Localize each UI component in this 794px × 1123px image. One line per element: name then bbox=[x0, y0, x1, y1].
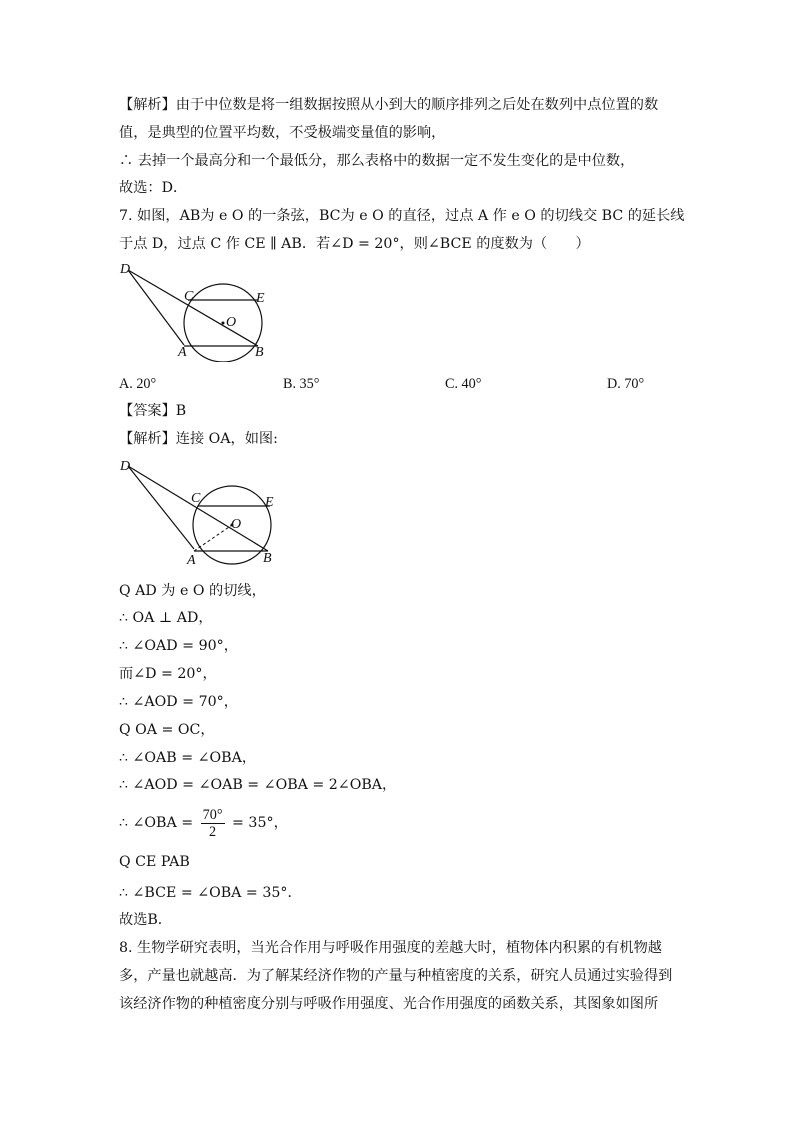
analysis-line-2: 值，是典型的位置平均数，不受极端变量值的影响， bbox=[119, 125, 446, 141]
solution-step-10: Q CE PAB bbox=[119, 854, 190, 870]
label-E: E bbox=[256, 291, 265, 306]
solution-step-9 bbox=[119, 806, 288, 840]
step-9-prefix: ∴ ∠OBA = bbox=[119, 815, 194, 831]
question-7-line-1: 7. 如图，AB为 e O 的一条弦，BC为 e O 的直径，过点 A 作 e O 的切线交 BC 的延长线 bbox=[119, 208, 685, 224]
step-9-suffix: = 35°， bbox=[232, 815, 288, 831]
analysis-intro: 【解析】连接 OA，如图: bbox=[119, 431, 278, 447]
label-D: D bbox=[120, 262, 131, 277]
label-A: A bbox=[187, 553, 196, 568]
label-C: C bbox=[191, 491, 201, 506]
option-b: B. 35° bbox=[283, 376, 320, 392]
solution-step-3: ∴ ∠OAD = 90°， bbox=[119, 638, 238, 654]
analysis-line-1: 【解析】由于中位数是将一组数据按照从小到大的顺序排列之后处在数列中点位置的数 bbox=[119, 97, 659, 113]
label-A: A bbox=[178, 345, 187, 360]
solution-step-11: ∴ ∠BCE = ∠OBA = 35°． bbox=[119, 885, 302, 901]
fraction bbox=[201, 807, 225, 840]
question-8-line-3: 该经济作物的种植密度分别与呼吸作用强度、光合作用强度的函数关系，其图象如图所 bbox=[119, 996, 659, 1012]
solution-step-6: Q OA = OC， bbox=[119, 722, 215, 738]
fraction-denominator: 2 bbox=[209, 823, 217, 840]
option-c: C. 40° bbox=[445, 376, 482, 392]
solution-step-7: ∴ ∠OAB = ∠OBA， bbox=[119, 750, 257, 766]
solution-step-2: ∴ OA ⊥ AD， bbox=[119, 610, 213, 626]
analysis-line-3: ∴ 去掉一个最高分和一个最低分，那么表格中的数据一定不发生变化的是中位数， bbox=[119, 153, 635, 169]
question-8-line-1: 8. 生物学研究表明，当光合作用与呼吸作用强度的差越大时，植物体内积累的有机物越 bbox=[119, 940, 662, 956]
analysis-choice: 故选：D． bbox=[119, 180, 188, 196]
option-d: D. 70° bbox=[607, 376, 645, 392]
answer-line: 【答案】B bbox=[119, 403, 187, 419]
label-E: E bbox=[265, 495, 274, 510]
label-B: B bbox=[263, 551, 272, 566]
solution-step-5: ∴ ∠AOD = 70°， bbox=[119, 694, 238, 710]
option-a: A. 20° bbox=[119, 376, 157, 392]
solution-step-8: ∴ ∠AOD = ∠OAB = ∠OBA = 2∠OBA， bbox=[119, 777, 397, 793]
solution-step-1: Q AD 为 e O 的切线， bbox=[119, 583, 266, 599]
solution-step-4: 而∠D = 20°， bbox=[119, 666, 217, 682]
label-O: O bbox=[231, 517, 242, 532]
solution-conclusion: 故选B． bbox=[119, 912, 172, 928]
label-D: D bbox=[120, 459, 131, 474]
label-O: O bbox=[226, 315, 237, 330]
label-C: C bbox=[184, 289, 194, 304]
question-8-line-2: 多，产量也就越高．为了解某经济作物的产量与种植密度的关系，研究人员通过实验得到 bbox=[119, 968, 673, 984]
question-7-line-2: 于点 D，过点 C 作 CE ∥ AB．若∠D = 20°，则∠BCE 的度数为（ ） bbox=[119, 236, 590, 252]
label-B: B bbox=[255, 345, 264, 360]
question-figure bbox=[118, 260, 278, 362]
solution-figure bbox=[118, 456, 278, 568]
fraction-numerator: 70° bbox=[202, 806, 223, 823]
